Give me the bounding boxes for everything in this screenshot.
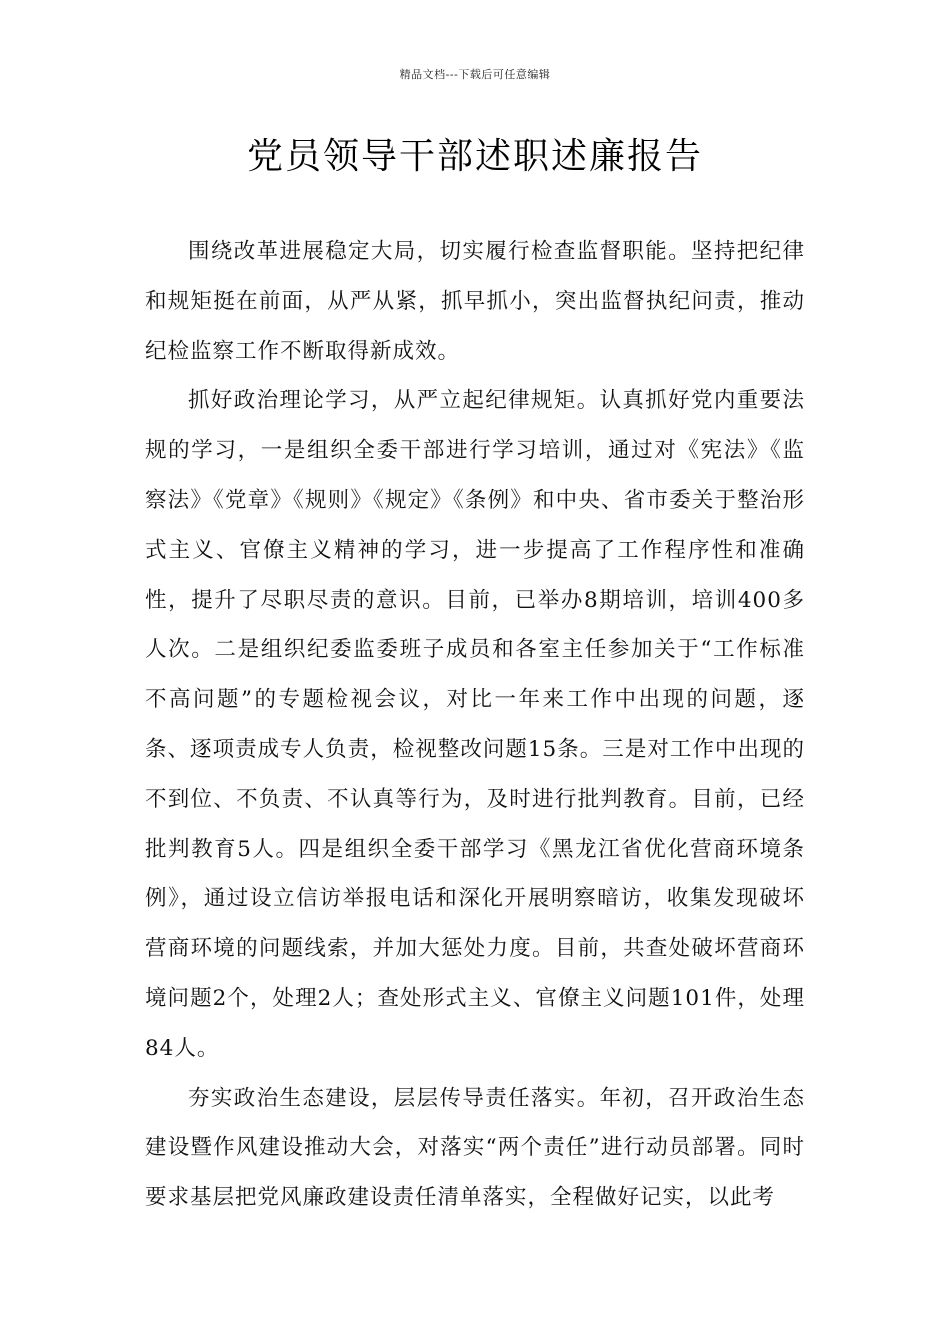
header-note: 精品文档---下载后可任意编辑 [399,68,551,81]
paragraph-1: 围绕改革进展稳定大局，切实履行检查监督职能。坚持把纪律和规矩挺在前面，从严从紧，抓早抓小，突出监督执纪问责，推动纪检监察工作不断取得新成效。 [145,239,805,364]
document-title: 党员领导干部述职述廉报告 [246,136,703,177]
paragraph-3: 夯实政治生态建设，层层传导责任落实。年初，召开政治生态建设暨作风建设推动大会，对落实“两个责任”进行动员部署。同时要求基层把党风廉政建设责任清单落实，全程做好记实，以此考 [145,1085,805,1211]
paragraph-2: 抓好政治理论学习，从严立起纪律规矩。认真抓好党内重要法规的学习，一是组织全委干部进行学习培训，通过对《宪法》《监察法》《党章》《规则》《规定》《条例》和中央、省市委关于整治形式主义、官僚主义精神的学习，进一步提高了工作程序性和准确性，提升了尽职尽责的意识。目前，已举办8期培训，培训400多人次。二是组织纪委监委班子成员和各室主任参加关于“工作标准不高问题”的专题检视会议，对比一年来工作中出现的问题，逐条、逐项责成专人负责，检视整改问题15条。三是对工作中出现的不到位、不负责、不认真等行为，及时进行批判教育。目前，已经批判教育5人。四是组织全委干部学习《黑龙江省优化营商环境条例》，通过设立信访举报电话和深化开展明察暗访，收集发现破坏营商环境的问题线索，并加大惩处力度。目前，共查处破坏营商环境问题2个，处理2人；查处形式主义、官僚主义问题101件，处理84人。 [145,388,805,1061]
document-body [145,227,805,1223]
